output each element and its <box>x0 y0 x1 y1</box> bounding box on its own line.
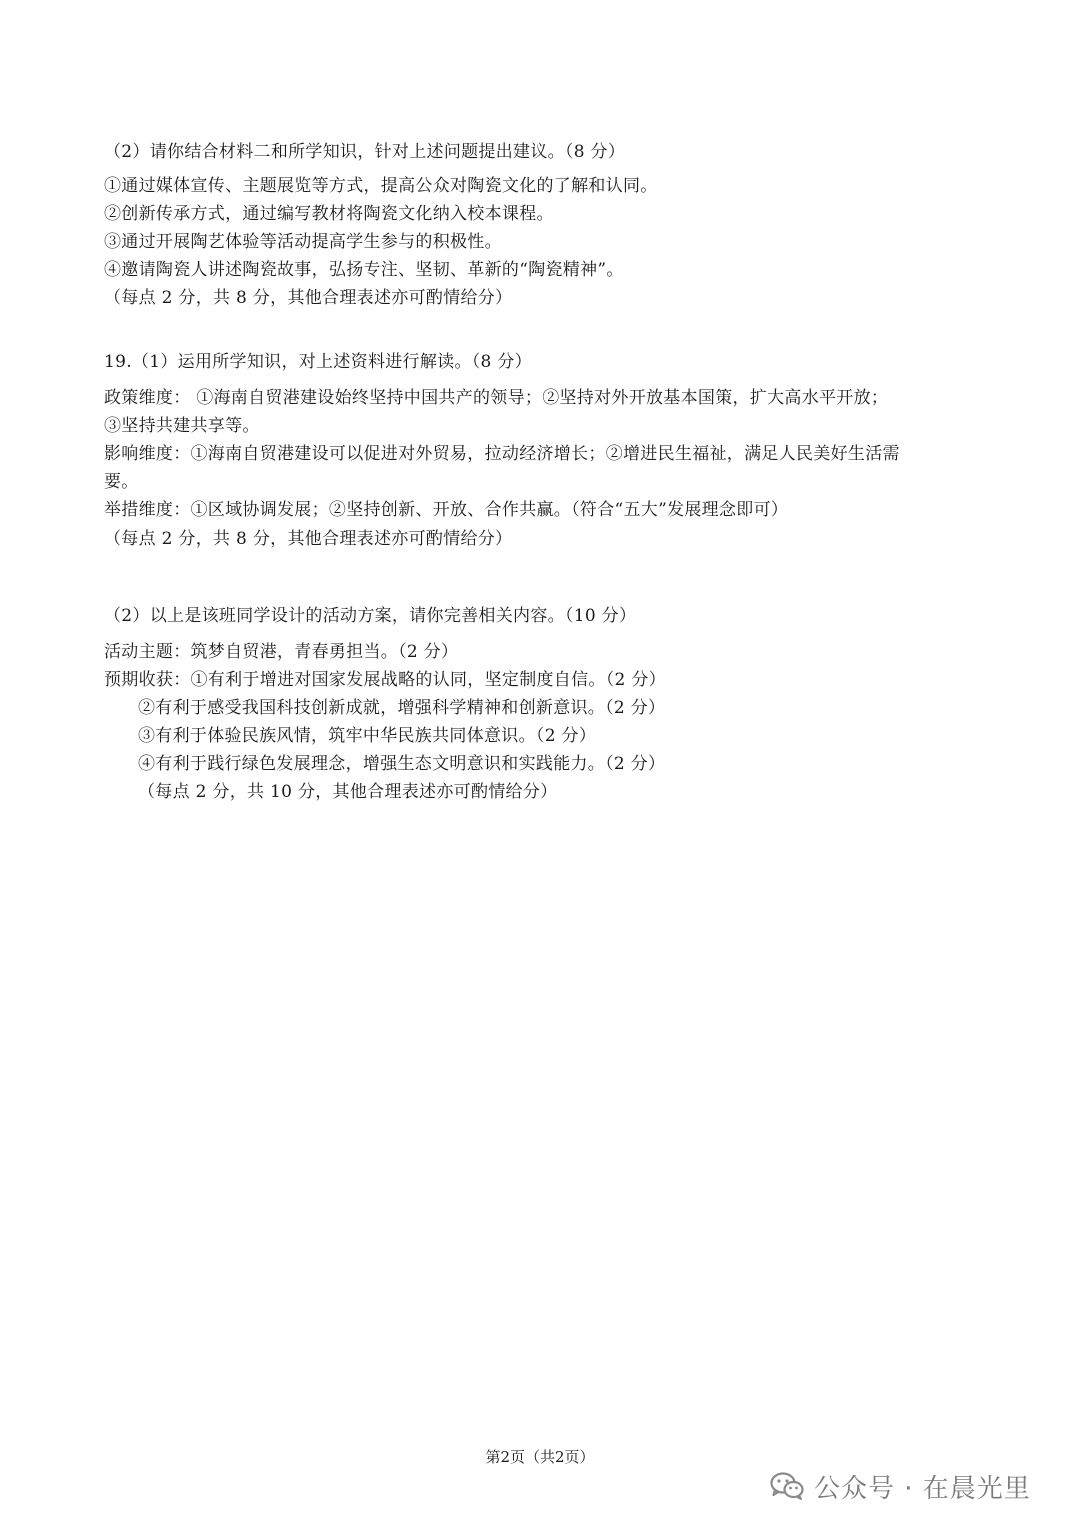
impact-dimension: 影响维度：①海南自贸港建设可以促进对外贸易，拉动经济增长；②增进民生福祉，满足人民美好生活需 <box>104 444 900 464</box>
answer-point-3: ③通过开展陶艺体验等活动提高学生参与的积极性。 <box>104 232 502 252</box>
answer-point-4: ④邀请陶瓷人讲述陶瓷故事，弘扬专注、坚韧、革新的“陶瓷精神”。 <box>104 260 624 280</box>
impact-dimension-cont: 要。 <box>104 472 139 492</box>
scoring-note: （每点 2 分，共 8 分，其他合理表述亦可酌情给分） <box>104 288 513 308</box>
expected-gain-2: ②有利于感受我国科技创新成就，增强科学精神和创新意识。（2 分） <box>138 698 666 718</box>
question-18-2: （2）请你结合材料二和所学知识，针对上述问题提出建议。（8 分） <box>104 142 626 162</box>
policy-dimension: 政策维度： ①海南自贸港建设始终坚持中国共产的领导；②坚持对外开放基本国策，扩大高水平开放； <box>104 388 889 408</box>
page-number: 第2页（共2页） <box>485 1448 595 1466</box>
answer-point-2: ②创新传承方式，通过编写教材将陶瓷文化纳入校本课程。 <box>104 204 554 224</box>
wechat-icon <box>770 1472 804 1500</box>
expected-gain-1: 预期收获：①有利于增进对国家发展战略的认同，坚定制度自信。（2 分） <box>104 670 666 690</box>
answer-point-1: ①通过媒体宣传、主题展览等方式，提高公众对陶瓷文化的了解和认同。 <box>104 176 658 196</box>
activity-theme: 活动主题：筑梦自贸港，青春勇担当。（2 分） <box>104 642 459 662</box>
scoring-note: （每点 2 分，共 8 分，其他合理表述亦可酌情给分） <box>104 529 513 549</box>
scoring-note: （每点 2 分，共 10 分，其他合理表述亦可酌情给分） <box>138 782 558 802</box>
question-19-2: （2）以上是该班同学设计的活动方案，请你完善相关内容。（10 分） <box>104 606 637 626</box>
question-19-1: 19.（1）运用所学知识，对上述资料进行解读。（8 分） <box>104 352 532 372</box>
watermark <box>770 1466 1031 1506</box>
policy-dimension-cont: ③坚持共建共享等。 <box>104 416 260 436</box>
expected-gain-4: ④有利于践行绿色发展理念，增强生态文明意识和实践能力。（2 分） <box>138 754 666 774</box>
expected-gain-3: ③有利于体验民族风情，筑牢中华民族共同体意识。（2 分） <box>138 726 597 746</box>
watermark-text: 公众号 · 在晨光里 <box>814 1473 1031 1504</box>
measures-dimension: 举措维度：①区域协调发展；②坚持创新、开放、合作共赢。（符合“五大”发展理念即可） <box>104 500 789 520</box>
